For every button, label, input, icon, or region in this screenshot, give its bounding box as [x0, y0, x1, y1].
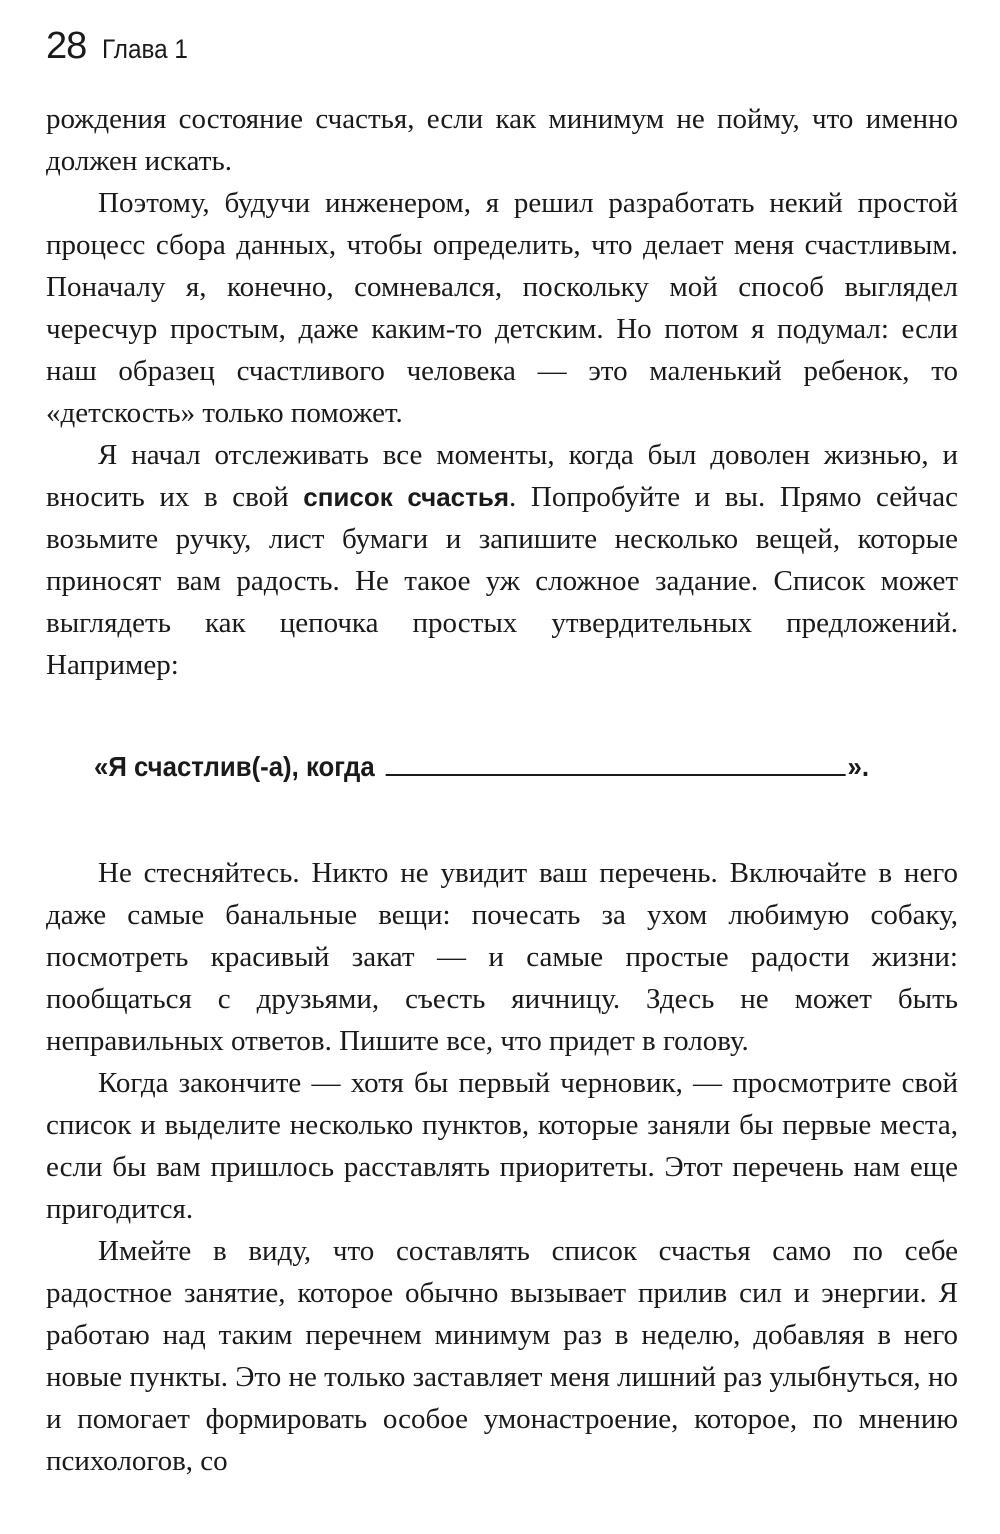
fill-in-blank-line: [386, 748, 846, 776]
example-sentence: [94, 746, 889, 788]
paragraph-2: Поэтому, будучи инженером, я решил разработать некий простой процесс сбора данных, чтобы определить, что делает меня счастливым. Поначалу я, конечно, сомневался, поскольку мой способ выглядел чересчур простым, даже каким-то детским. Но потом я подумал: если наш образец счастливого человека — это маленький ребенок, то «детскость» только поможет.: [46, 187, 958, 429]
paragraph-6: Имейте в виду, что составлять список счастья само по себе радостное занятие, которое обычно вызывает прилив сил и энергии. Я работаю над таким перечнем минимум раз в неделю, добавляя в него новые пункты. Это не только заставляет меня лишний раз улыбнуться, но и помогает формировать особое умонастроение, которое, по мнению психологов, со: [46, 1235, 958, 1477]
book-page: [46, 24, 958, 1482]
paragraph-3: [46, 434, 958, 686]
paragraph-1: рождения состояние счастья, если как минимум не пойму, что именно должен искать.: [46, 103, 958, 177]
paragraph-3-text-after: . Попробуйте и вы. Прямо сейчас возьмите ручку, лист бумаги и запишите несколько вещей, которые приносят вам радость. Не такое уж сложное задание. Список может выглядеть как цепочка простых утвердительных предложений. Например:: [46, 481, 959, 681]
happiness-list-term: список счастья: [303, 482, 510, 512]
paragraph-4: Не стесняйтесь. Никто не увидит ваш перечень. Включайте в него даже самые банальные вещи: почесать за ухом любимую собаку, посмотреть красивый закат — и самые простые радости жизни: пообщаться с друзьями, съесть яичницу. Здесь не может быть неправильных ответов. Пишите все, что придет в голову.: [46, 857, 958, 1057]
example-sentence-start: «Я счастлив(-а), когда: [94, 751, 375, 782]
chapter-label: Глава 1: [102, 34, 189, 64]
running-head: [46, 24, 958, 68]
page-number: 28: [46, 25, 87, 67]
paragraph-5: Когда закончите — хотя бы первый черновик, — просмотрите свой список и выделите несколько пунктов, которые заняли бы первые места, если бы вам пришлось расставлять приоритеты. Этот перечень нам еще пригодится.: [46, 1067, 958, 1225]
example-sentence-end: ».: [847, 751, 870, 782]
paragraph-3-text-before: Я начал отслеживать все моменты, когда был доволен жизнью, и вносить их в свой: [46, 439, 958, 513]
